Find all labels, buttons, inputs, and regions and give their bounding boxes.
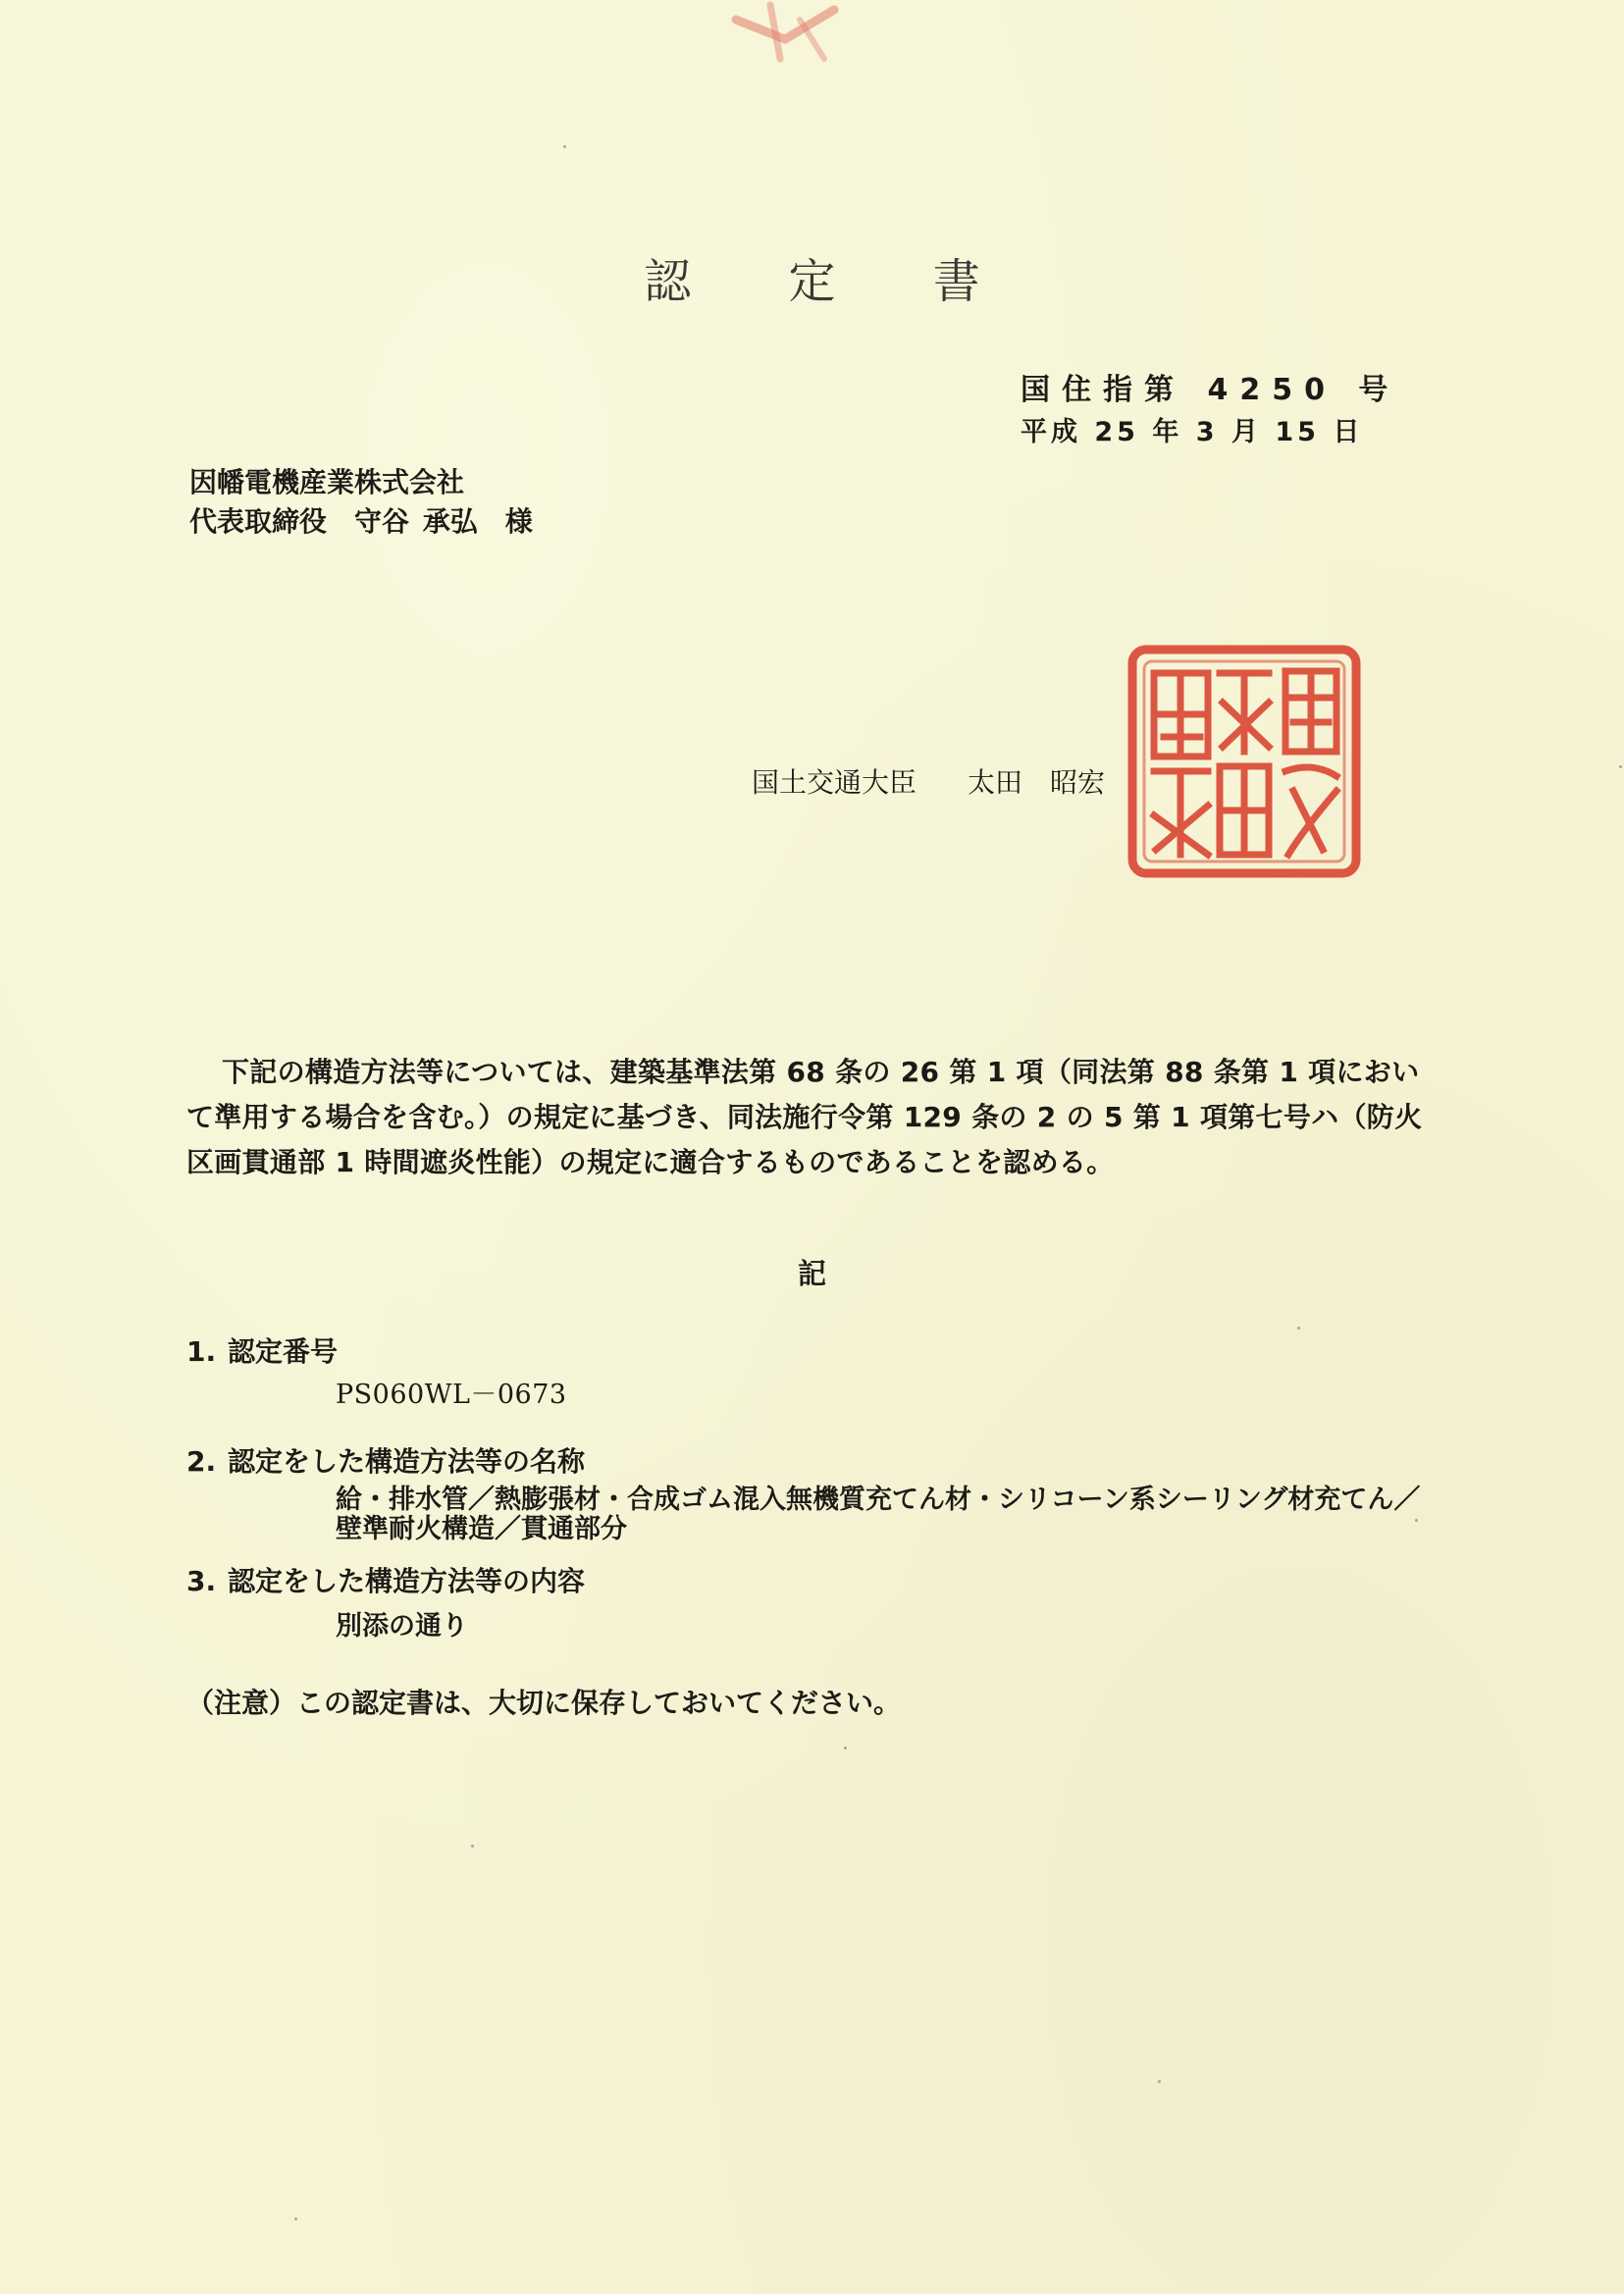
recipient-company: 因幡電機産業株式会社	[189, 466, 465, 498]
item-value: PS060WL－0673	[336, 1380, 567, 1410]
issuer-name: 太田 昭宏	[968, 766, 1106, 799]
item-number: 3.	[186, 1565, 217, 1597]
paper-speck	[471, 1845, 474, 1848]
item-heading	[186, 1332, 1433, 1372]
caution-note: （注意）この認定書は、大切に保存しておいてください。	[186, 1687, 902, 1719]
item-number: 1.	[186, 1335, 217, 1368]
certification-statement: 下記の構造方法等については、建築基準法第 68 条の 26 第 1 項（同法第 88 条第 1 項において準用する場合を含む。）の規定に基づき、同法施行令第 129 条の 2 の 5 第 1 項第七号ハ（防火区画貫通部 1 時間遮炎性能）の規定に適合するものであることを認める。	[186, 1056, 1423, 1178]
item-method-name	[186, 1442, 1433, 1544]
paper-speck	[1619, 765, 1622, 768]
corner-stamp-mark	[716, 0, 864, 69]
item-label: 認定番号	[228, 1335, 339, 1368]
ki-heading: 記	[797, 1257, 826, 1290]
issuer-title: 国土交通大臣	[752, 766, 917, 799]
paper-speck	[294, 2217, 297, 2220]
paper-speck	[1158, 2080, 1161, 2083]
item-method-content	[186, 1562, 1433, 1644]
paper-speck	[1297, 1327, 1300, 1329]
recipient-representative: 代表取締役 守谷 承弘 様	[189, 505, 533, 538]
certificate-date: 平成 25 年 3 月 15 日	[1021, 417, 1364, 447]
issuer-line	[752, 761, 1105, 801]
official-seal	[1126, 644, 1362, 879]
paper-speck	[844, 1747, 847, 1749]
paper-speck	[563, 145, 566, 148]
item-number: 2.	[186, 1445, 217, 1478]
item-label: 認定をした構造方法等の名称	[228, 1445, 586, 1478]
paper-speck	[1415, 1519, 1418, 1522]
certificate-number: 国住指第 4250 号	[1021, 373, 1400, 407]
item-heading	[186, 1562, 1433, 1601]
item-value: 別添の通り	[336, 1611, 468, 1642]
document-title: 認 定 書	[644, 254, 1022, 309]
item-value: 給・排水管／熱膨張材・合成ゴム混入無機質充てん材・シリコーン系シーリング材充てん／壁準耐火構造／貫通部分	[336, 1485, 1421, 1544]
item-certification-number	[186, 1332, 1433, 1413]
item-heading	[186, 1442, 1433, 1482]
item-label: 認定をした構造方法等の内容	[228, 1565, 586, 1597]
